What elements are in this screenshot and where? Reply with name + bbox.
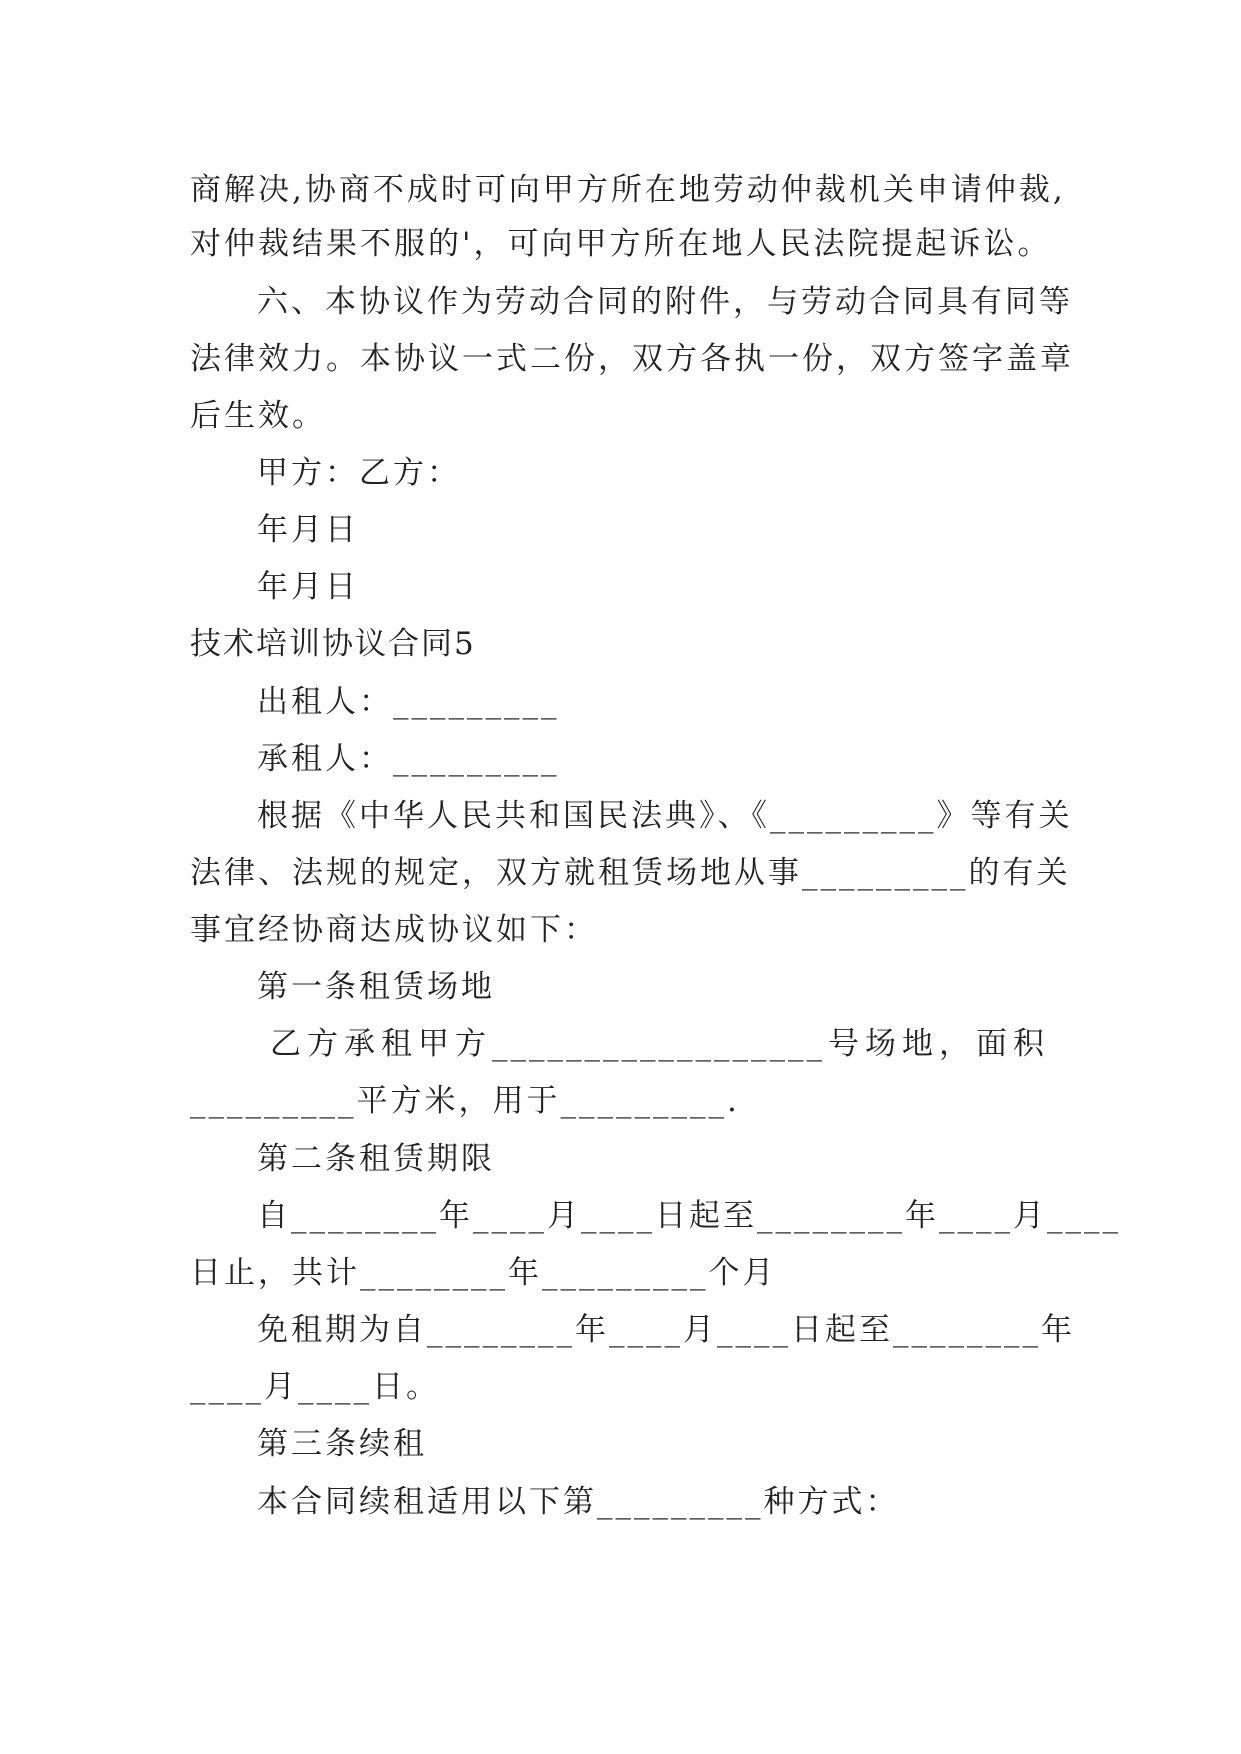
paragraph-line: 乙方承租甲方__________________号场地，面积 bbox=[270, 1026, 1047, 1062]
paragraph-line: 后生效。 bbox=[190, 398, 326, 434]
paragraph-line: 法律、法规的规定，双方就租赁场地从事_________的有关 bbox=[190, 855, 1071, 891]
signature-date: 年月日 bbox=[257, 569, 359, 605]
section-title: 技术培训协议合同5 bbox=[190, 626, 476, 662]
lessee-field: 承租人：_________ bbox=[257, 741, 560, 777]
article-heading: 第一条租赁场地 bbox=[257, 969, 495, 1005]
paragraph-line: 六、本协议作为劳动合同的附件，与劳动合同具有同等 bbox=[257, 284, 1073, 320]
article-heading: 第二条租赁期限 bbox=[257, 1141, 495, 1177]
paragraph-line: 法律效力。本协议一式二份，双方各执一份，双方签字盖章 bbox=[190, 341, 1074, 377]
paragraph-line: 自________年____月____日起至________年____月____ bbox=[257, 1198, 1121, 1234]
paragraph-line: 免租期为自________年____月____日起至________年 bbox=[257, 1312, 1075, 1348]
paragraph-line: 对仲裁结果不服的'，可向甲方所在地人民法院提起诉讼。 bbox=[190, 226, 1052, 262]
paragraph-line: 根据《中华人民共和国民法典》、《_________》等有关 bbox=[257, 798, 1073, 834]
paragraph-line: 商解决,协商不成时可向甲方所在地劳动仲裁机关申请仲裁, bbox=[190, 172, 1066, 208]
signature-date: 年月日 bbox=[257, 512, 359, 548]
paragraph-line: 本合同续租适用以下第_________种方式： bbox=[257, 1484, 900, 1520]
lessor-field: 出租人：_________ bbox=[257, 684, 560, 720]
paragraph-line: _________平方米，用于_________. bbox=[190, 1083, 740, 1119]
signature-parties: 甲方：乙方： bbox=[257, 455, 461, 491]
paragraph-line: 日止，共计________年_________个月 bbox=[190, 1255, 777, 1291]
paragraph-line: 事宜经协商达成协议如下： bbox=[190, 912, 598, 948]
paragraph-line: ____月____日。 bbox=[190, 1369, 440, 1405]
article-heading: 第三条续租 bbox=[257, 1426, 427, 1462]
